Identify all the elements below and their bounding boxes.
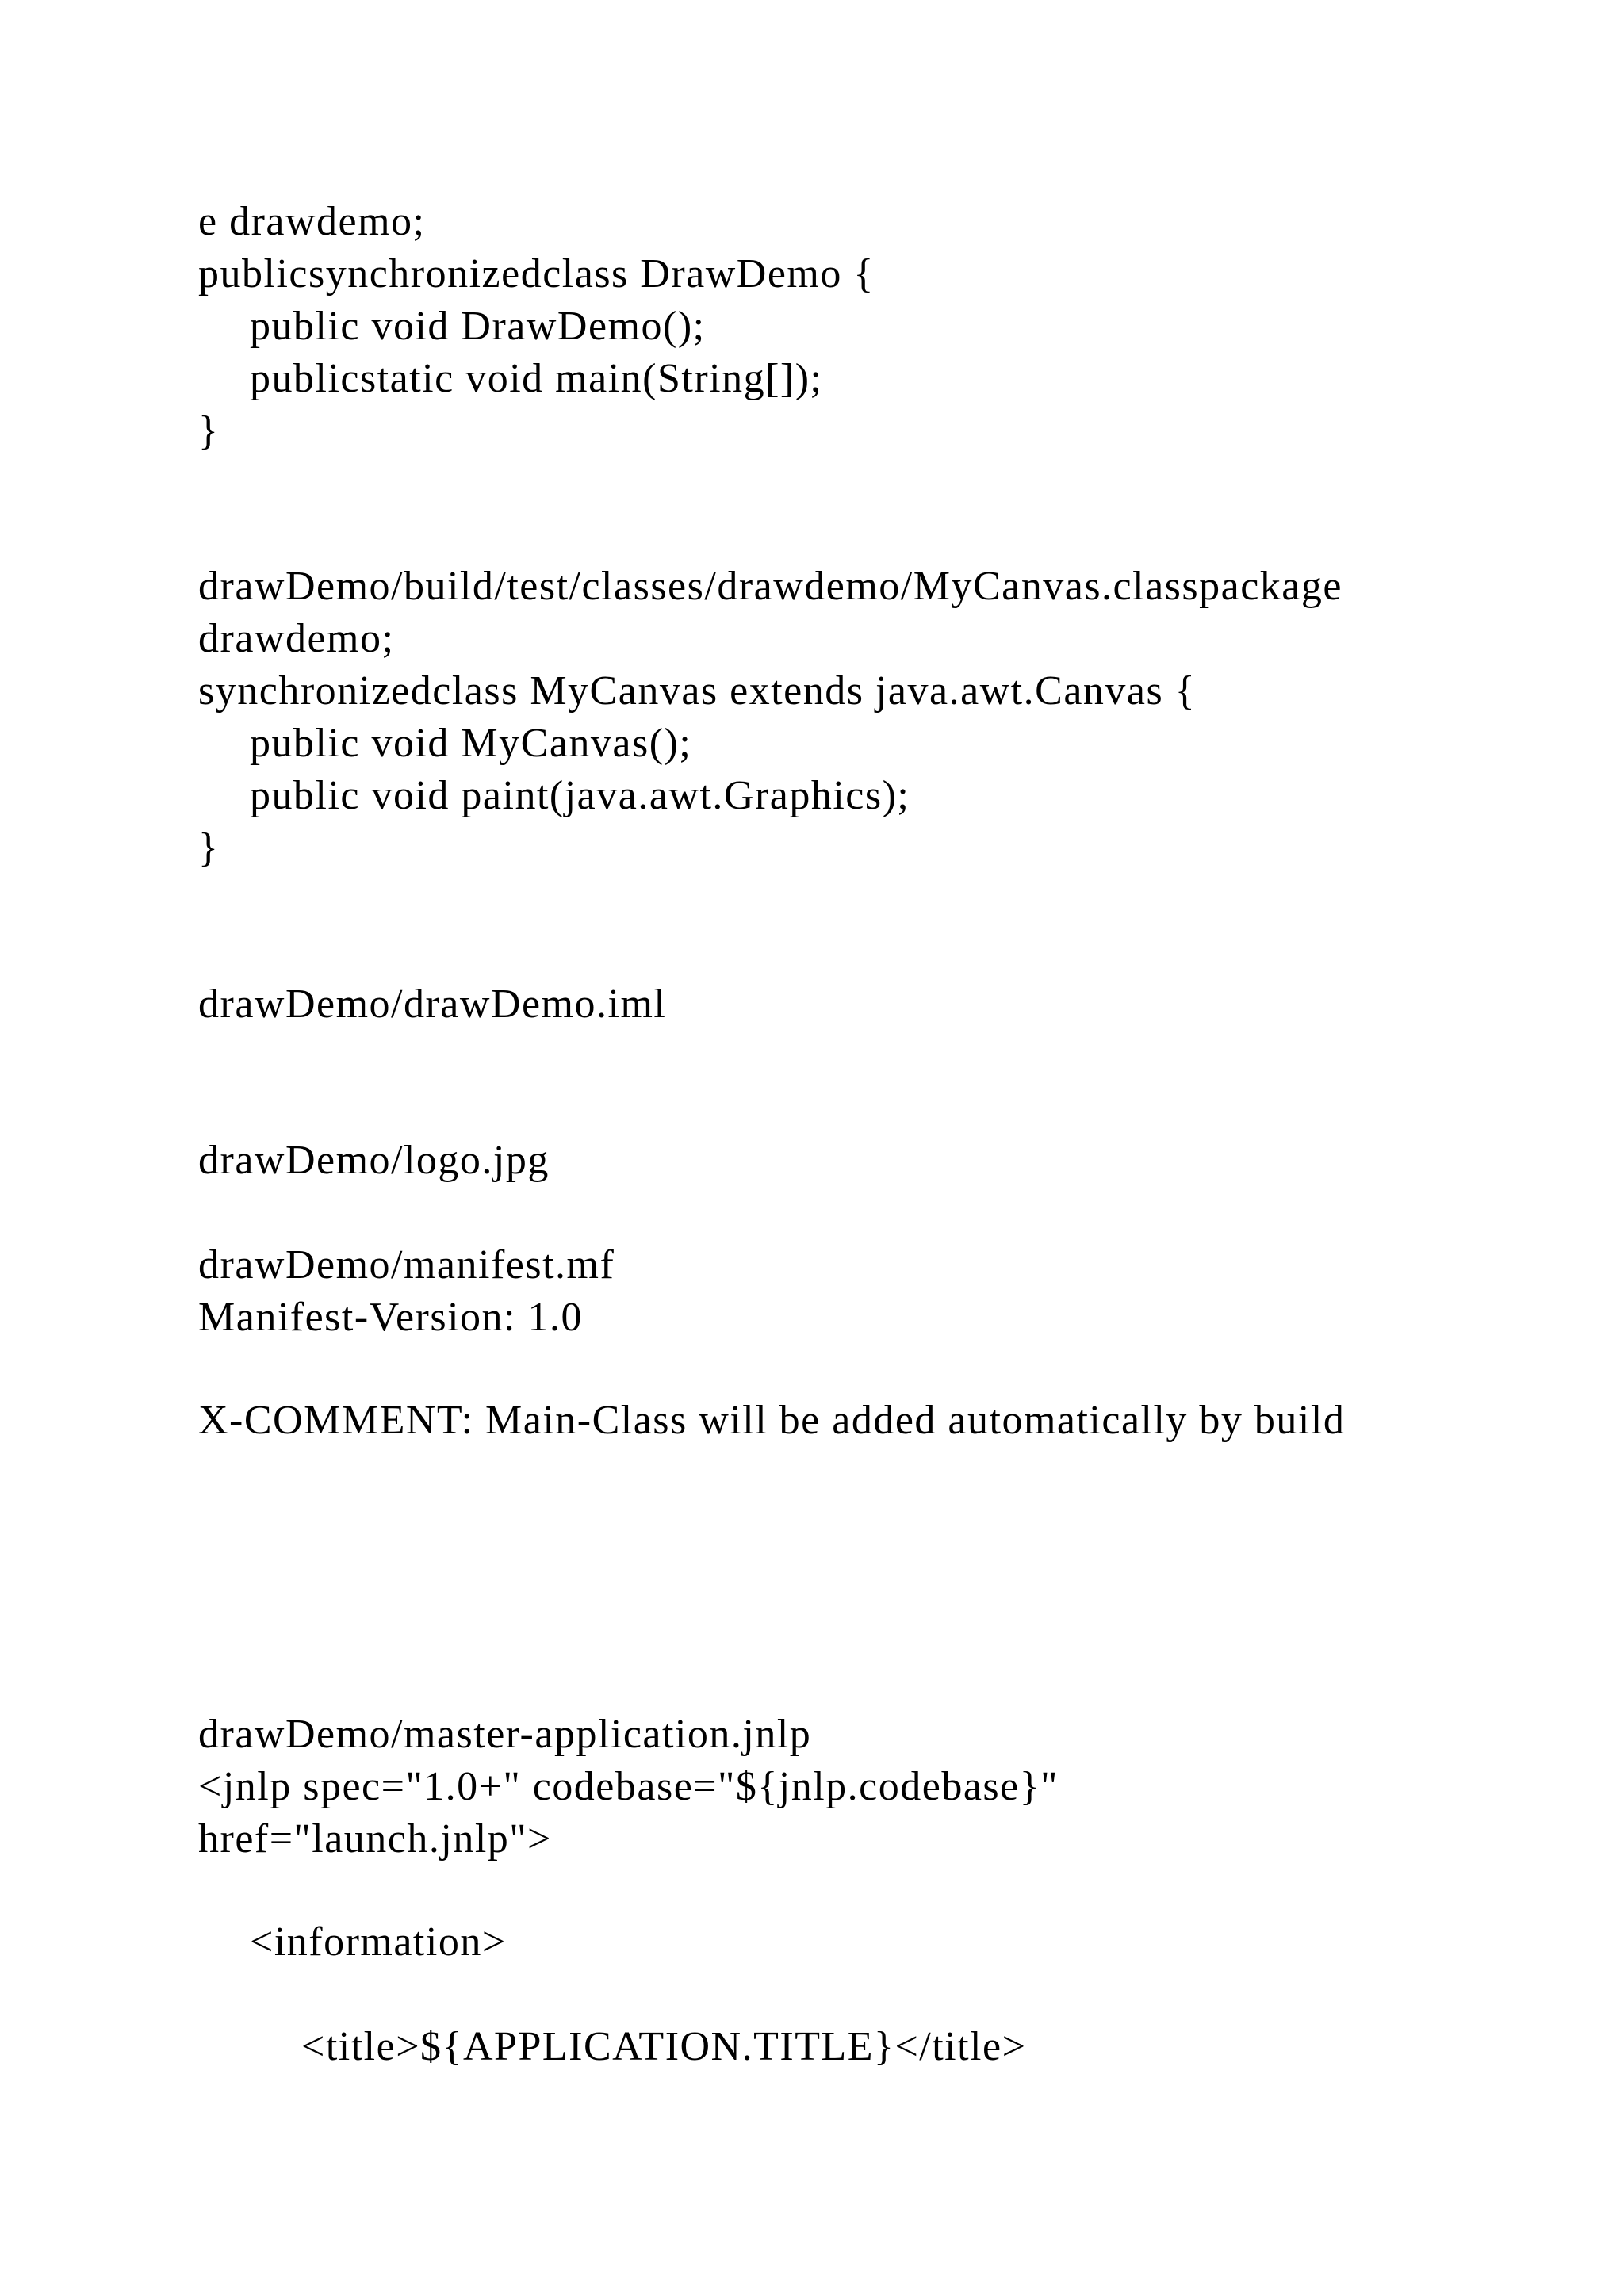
text-line: drawDemo/manifest.mf [198,1242,615,1288]
text-line: publicsynchronizedclass DrawDemo { [198,251,875,297]
text-line: drawDemo/logo.jpg [198,1138,550,1183]
text-line: public void paint(java.awt.Graphics); [250,773,910,818]
text-line: <information> [250,1919,507,1965]
text-line: drawDemo/drawDemo.iml [198,982,667,1027]
text-line: public void MyCanvas(); [250,721,692,766]
text-line: } [198,408,220,453]
text-line: <jnlp spec="1.0+" codebase="${jnlp.codebase}" [198,1764,1059,1809]
text-line: drawDemo/master-application.jnlp [198,1712,812,1757]
text-line: synchronizedclass MyCanvas extends java.awt.Canvas { [198,668,1197,714]
text-line: e drawdemo; [198,199,426,244]
text-line: X-COMMENT: Main-Class will be added automatically by build [198,1398,1346,1443]
text-line: Manifest-Version: 1.0 [198,1295,583,1340]
text-line: } [198,825,220,871]
text-line: drawdemo; [198,616,395,661]
text-line: public void DrawDemo(); [250,304,706,349]
text-line: href="launch.jnlp"> [198,1816,552,1862]
text-line: drawDemo/build/test/classes/drawdemo/MyCanvas.classpackage [198,564,1342,609]
text-line: <title>${APPLICATION.TITLE}</title> [301,2024,1027,2069]
text-line: publicstatic void main(String[]); [250,356,823,401]
